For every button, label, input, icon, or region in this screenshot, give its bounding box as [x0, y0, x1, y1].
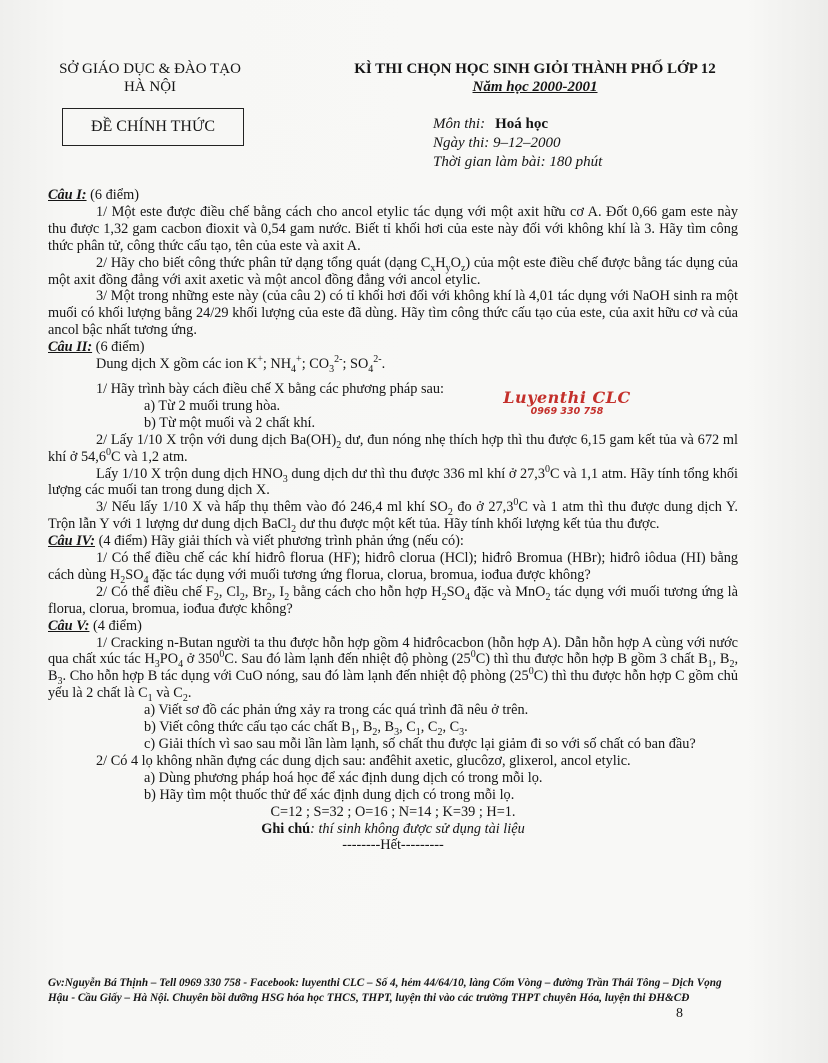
- question-heading: Câu II:: [48, 339, 93, 356]
- question-2-part-2: 2/ Lấy 1/10 X trộn với dung dịch $Ba(OH)_2$ dư, đun nóng nhẹ thích hợp thì thu được 6,15 gam kết tủa và 672 ml khí ở 54,6$^0$C và 1,2 atm.: [48, 431, 738, 465]
- page-number: 8: [676, 1006, 683, 1021]
- question-2-part-1: 1/ Hãy trình bày cách điều chế X bằng các phương pháp sau:: [96, 380, 444, 397]
- question-heading: Câu V:: [48, 617, 90, 634]
- question-2-heading: Câu II: (6 điểm): [48, 339, 145, 356]
- question-2-part-1a: a) Từ 2 muối trung hòa.: [144, 397, 281, 414]
- exam-title: KÌ THI CHỌN HỌC SINH GIỎI THÀNH PHỐ LỚP 12: [354, 61, 716, 77]
- question-4-part-2: 2/ Có thể điều chế $F_2$, $Cl_2$, $Br_2$, $I_2$ bằng cách cho hỗn hợp $H_2SO_4$ đặc và MnO$_2$ tác dụng với muối tương ứng là florua, clorua, bromua, iođua được không?: [48, 583, 738, 617]
- atomic-masses: C=12 ; S=32 ; O=16 ; N=14 ; K=39 ; H=1.: [270, 803, 516, 820]
- question-4-heading: Câu IV: (4 điểm) Hãy giải thích và viết phương trình phản ứng (nếu có):: [48, 533, 464, 550]
- question-2-part-2b: Lấy 1/10 X trộn dung dịch $HNO_3$ dung dịch dư thì thu được 336 ml khí ở 27,3$^0$C và 1,1 atm. Hãy tính tổng khối lượng các muối tan trong dung dịch X.: [48, 463, 738, 499]
- watermark-stamp: [497, 389, 637, 417]
- question-5-part-1c: c) Giải thích vì sao sau mỗi lần làm lạnh, số chất thu được lại giảm đi so với số chất có ban đầu?: [144, 736, 696, 752]
- exam-info: [433, 115, 602, 172]
- question-2-part-3: 3/ Nếu lấy 1/10 X và hấp thụ thêm vào đó 246,4 ml khí $SO_2$ đo ở 27,3$^0$C và 1 atm thì thu được dung dịch Y. Trộn lẫn Y với 1 lượng dư dung dịch BaCl$_2$ dư thu được một kết tủa. Hãy tính khối lượng kết tủa thu được.: [48, 497, 738, 536]
- department-city: HÀ NỘI: [123, 79, 177, 95]
- note-label: Ghi chú: [261, 820, 311, 837]
- question-1-part-2: 2/ Hãy cho biết công thức phân tử dạng tổng quát (dạng $C_xH_yO_z$) của một este điều chế được bằng tác dụng của một axit đồng đẳng với axit axetic và một ancol đồng đẳng với ancol etylic.: [48, 254, 738, 288]
- question-5-part-2b: b) Hãy tìm một thuốc thử để xác định dung dịch có trong mỗi lọ.: [144, 786, 515, 803]
- end-marker: --------Hết---------: [342, 837, 444, 854]
- question-5-part-1a: a) Viết sơ đồ các phản ứng xảy ra trong các quá trình đã nêu ở trên.: [144, 702, 529, 719]
- question-5-heading: Câu V: (4 điểm): [48, 617, 142, 634]
- exam-header: [330, 60, 740, 96]
- school-year: Năm học 2000-2001: [472, 79, 598, 95]
- question-1-heading: Câu I: (6 điểm): [48, 187, 139, 203]
- subject-label: Môn thi:: [433, 116, 486, 132]
- question-1-part-1: 1/ Một este được điều chế bằng cách cho ancol etylic tác dụng với một axit hữu cơ A. Đốt 0,66 gam este này thu được 1,32 gam cacbon đioxit và 0,54 gam nước. Biết tỉ khối hơi của este này đối với không khí là 3. Hãy tìm công thức phân tử, công thức cấu tạo, tên của este và axit A.: [48, 203, 738, 254]
- official-exam-box: ĐỀ CHÍNH THỨC: [62, 108, 244, 146]
- department-name: SỞ GIÁO DỤC & ĐÀO TẠO: [59, 61, 241, 77]
- question-1-part-3: 3/ Một trong những este này (của câu 2) có tỉ khối hơi đối với không khí là 4,01 tác dụng với NaOH sinh ra một muối có khối lượng bằng 24/29 khối lượng của este đã dùng. Hãy tìm công thức cấu tạo của este, của axit hữu cơ và của ancol bậc nhất tương ứng.: [48, 288, 738, 339]
- exam-body: [48, 187, 738, 854]
- exam-date: Ngày thi: 9–12–2000: [433, 135, 561, 151]
- question-5-part-2: 2/ Có 4 lọ không nhãn đựng các dung dịch sau: anđêhit axetic, glucôzơ, glixerol, ancol etylic.: [96, 752, 631, 769]
- department-header: [50, 60, 250, 96]
- page-footer: Gv:Nguyễn Bá Thịnh – Tell 0969 330 758 - Facebook: luyenthi CLC – Số 4, hẻm 44/64/10, làng Cốm Vòng – đường Trần Thái Tông – Dịch Vọng Hậu - Cầu Giấy – Hà Nội. Chuyên bồi dưỡng HSG hóa học THCS, THPT, luyện thi vào các trường THPT chuyên Hóa, luyện thi ĐH&CĐ: [48, 977, 722, 1004]
- question-2-part-1b: b) Từ một muối và 2 chất khí.: [144, 414, 316, 431]
- exam-duration: Thời gian làm bài: 180 phút: [433, 154, 603, 170]
- question-4-part-1: 1/ Có thể điều chế các khí hiđrô florua (HF); hiđrô clorua (HCl); hiđrô Bromua (HBr); hiđrô iôdua (HI) bằng cách dùng $H_2SO_4$ đặc tác dụng với muối tương ứng florua, clorua, bromua, iođua được không?: [48, 550, 738, 586]
- note: [48, 821, 738, 838]
- note-text: : thí sinh không được sử dụng tài liệu: [310, 820, 525, 837]
- question-5-part-2a: a) Dùng phương pháp hoá học để xác định dung dịch có trong mỗi lọ.: [144, 769, 543, 786]
- subject-value: Hoá học: [495, 116, 548, 132]
- question-2-intro: Dung dịch X gồm các ion K+; $NH_4^+$; $CO_3^{2-}$; $SO_4^{2-}$.: [96, 354, 386, 375]
- question-5-part-1: 1/ Cracking n-Butan người ta thu được hỗn hợp gồm 4 hiđrôcacbon (hỗn hợp A). Dẫn hỗn hợp A cùng với nước qua chất xúc tác $H_3PO_4$ ở $350^0C$. Sau đó làm lạnh đến nhiệt độ phòng $(25^0C)$ thì thu được hỗn hợp B gồm 3 chất $B_1$, $B_2$, $B_3$. Cho hỗn hợp B tác dụng với CuO nóng, sau đó làm lạnh đến nhiệt độ phòng $(25^0C)$ thì thu được hỗn hợp C gồm chủ yếu là 2 chất là $C_1$ và $C_2$.: [48, 634, 739, 705]
- question-5-part-1b: b) Viết công thức cấu tạo các chất $B_1$, $B_2$, $B_3$, $C_1$, $C_2$, $C_3$.: [144, 719, 468, 738]
- question-heading: Câu IV:: [48, 533, 96, 550]
- stamp-phone: 0969 330 758: [530, 406, 604, 417]
- question-heading: Câu I:: [48, 187, 87, 203]
- stamp-name: Luyenthi CLC: [503, 388, 631, 407]
